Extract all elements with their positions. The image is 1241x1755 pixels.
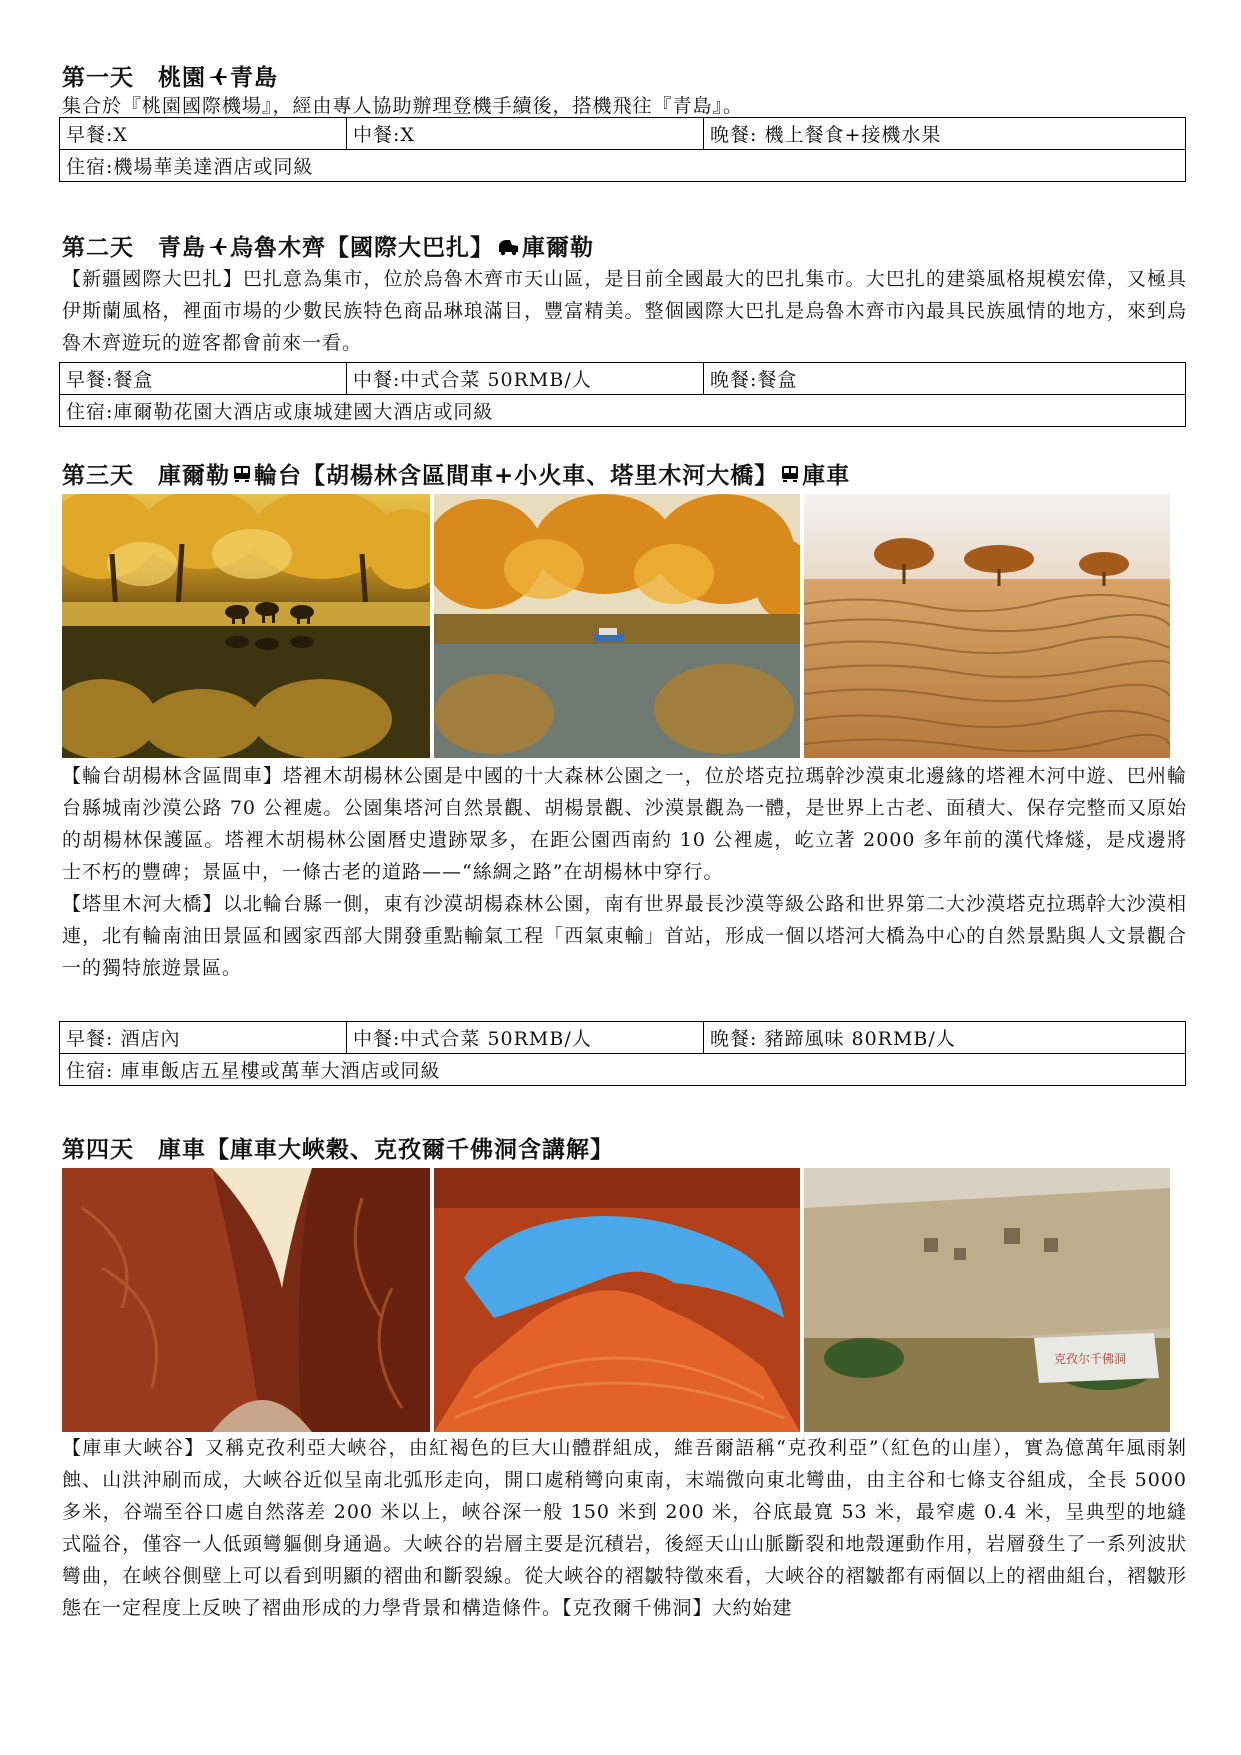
red-rock-arch-photo	[434, 1168, 800, 1432]
day1-breakfast: 早餐:X	[60, 118, 347, 150]
day2-breakfast: 早餐:餐盒	[60, 363, 347, 395]
day3-title-prefix: 第三天 庫爾勒	[62, 463, 230, 489]
day3-title-middle: 輪台【胡楊林含區間車+小火車、塔里木河大橋】	[254, 463, 779, 489]
day3-lodging: 住宿: 庫車飯店五星樓或萬華大酒店或同級	[60, 1054, 1186, 1086]
day3-photo-strip	[62, 494, 1170, 758]
canyon-photo	[62, 1168, 430, 1432]
day2-title-prefix: 第二天 青島	[62, 235, 206, 261]
day2-description: 【新疆國際大巴扎】巴扎意為集市，位於烏魯木齊市天山區，是目前全國最大的巴扎集市。大巴扎的建築風格規模宏偉，又極具伊斯蘭風格，裡面市場的少數民族特色商品琳琅滿目，豐富精美。整個國際大巴扎是烏魯木齊市內最具民族風情的地方，來到烏魯木齊遊玩的遊客都會前來一看。	[62, 268, 1187, 354]
day3-title	[62, 457, 850, 490]
day2-meal-table	[59, 362, 1186, 427]
day3-tarim-bridge-text: 【塔里木河大橋】以北輪台縣一側，東有沙漠胡楊森林公園，南有世界最長沙漠等級公路和世界第二大沙漠塔克拉瑪幹大沙漠相連，北有輪南油田景區和國家西部大開發重點輸氣工程「西氣東輸」首站，形成一個以塔河大橋為中心的自然景點與人文景觀合一的獨特旅遊景區。	[62, 893, 1187, 979]
photo-sign-text: 克孜尔千佛洞	[1054, 1352, 1127, 1366]
day3-dinner: 晚餐: 豬蹄風味 80RMB/人	[704, 1022, 1186, 1054]
day4-photo-strip	[62, 1168, 1170, 1432]
day4-description: 【庫車大峽谷】又稱克孜利亞大峽谷，由紅褐色的巨大山體群組成，維吾爾語稱“克孜利亞”（紅色的山崖），實為億萬年風雨剝蝕、山洪沖刷而成，大峽谷近似呈南北弧形走向，開口處稍彎向東南，末端微向東北彎曲，由主谷和七條支谷組成，全長 5000 多米，谷端至谷口處自然落差 200 米以上，峽谷深一般 150 米到 200 米，谷底最寬 53 米，最窄處 0.4 米，呈典型的地縫式隘谷，僅容一人低頭彎軀側身通過。大峽谷的岩層主要是沉積岩，後經天山山脈斷裂和地殼運動作用，岩層發生了一系列波狀彎曲，在峽谷側壁上可以看到明顯的褶曲和斷裂線。從大峽谷的褶皺特徵來看，大峽谷的褶皺都有兩個以上的褶曲組台，褶皺形態在一定程度上反映了褶曲形成的力學背景和構造條件。【克孜爾千佛洞】大約始建	[62, 1437, 1187, 1619]
day3-title-suffix: 庫車	[802, 463, 851, 489]
day2-lodging: 住宿:庫爾勒花園大酒店或康城建國大酒店或同級	[60, 395, 1186, 427]
day3-breakfast: 早餐: 酒店內	[60, 1022, 347, 1054]
day2-title-suffix: 庫爾勒	[522, 235, 594, 261]
day3-lunch: 中餐:中式合菜 50RMB/人	[347, 1022, 704, 1054]
day1-lodging: 住宿:機場華美達酒店或同級	[60, 150, 1186, 182]
day1-dinner: 晚餐: 機上餐食+接機水果	[704, 118, 1186, 150]
day2-title-middle: 烏魯木齊【國際大巴扎】	[230, 235, 494, 261]
day3-poplar-forest-text: 【輪台胡楊林含區間車】塔裡木胡楊林公園是中國的十大森林公園之一，位於塔克拉瑪幹沙漠東北邊緣的塔裡木河中遊、巴州輪台縣城南沙漠公路 70 公裡處。公園集塔河自然景觀、胡楊景觀、沙漠景觀為一體，是世界上古老、面積大、保存完整而又原始的胡楊林保護區。塔裡木胡楊林公園曆史遺跡眾多，在距公園西南約 10 公裡處，屹立著 2000 多年前的漢代烽燧，是戍邊將士不朽的豐碑；景區中，一條古老的道路——“絲綢之路”在胡楊林中穿行。	[62, 765, 1187, 883]
day2-title	[62, 229, 594, 262]
kizil-caves-photo	[804, 1168, 1170, 1432]
airplane-icon	[208, 66, 228, 92]
day3-description	[62, 760, 1187, 984]
day2-lunch: 中餐:中式合菜 50RMB/人	[347, 363, 704, 395]
day1-title	[62, 59, 278, 92]
day1-meal-table	[59, 117, 1186, 182]
poplar-camel-photo	[62, 494, 430, 758]
day3-meal-table	[59, 1021, 1186, 1086]
bus-icon	[496, 236, 520, 262]
airplane-icon	[208, 236, 228, 262]
train-icon	[232, 464, 252, 490]
day1-title-suffix: 青島	[230, 65, 278, 91]
day1-lunch: 中餐:X	[347, 118, 704, 150]
desert-dunes-photo	[804, 494, 1170, 758]
train-icon	[780, 464, 800, 490]
day4-title: 第四天 庫車【庫車大峽穀、克孜爾千佛洞含講解】	[62, 1137, 614, 1163]
day2-dinner: 晚餐:餐盒	[704, 363, 1186, 395]
day1-title-prefix: 第一天 桃園	[62, 65, 206, 91]
poplar-river-photo	[434, 494, 800, 758]
day1-intro: 集合於『桃園國際機場』，經由專人協助辦理登機手續後，搭機飛往『青島』。	[62, 95, 744, 117]
